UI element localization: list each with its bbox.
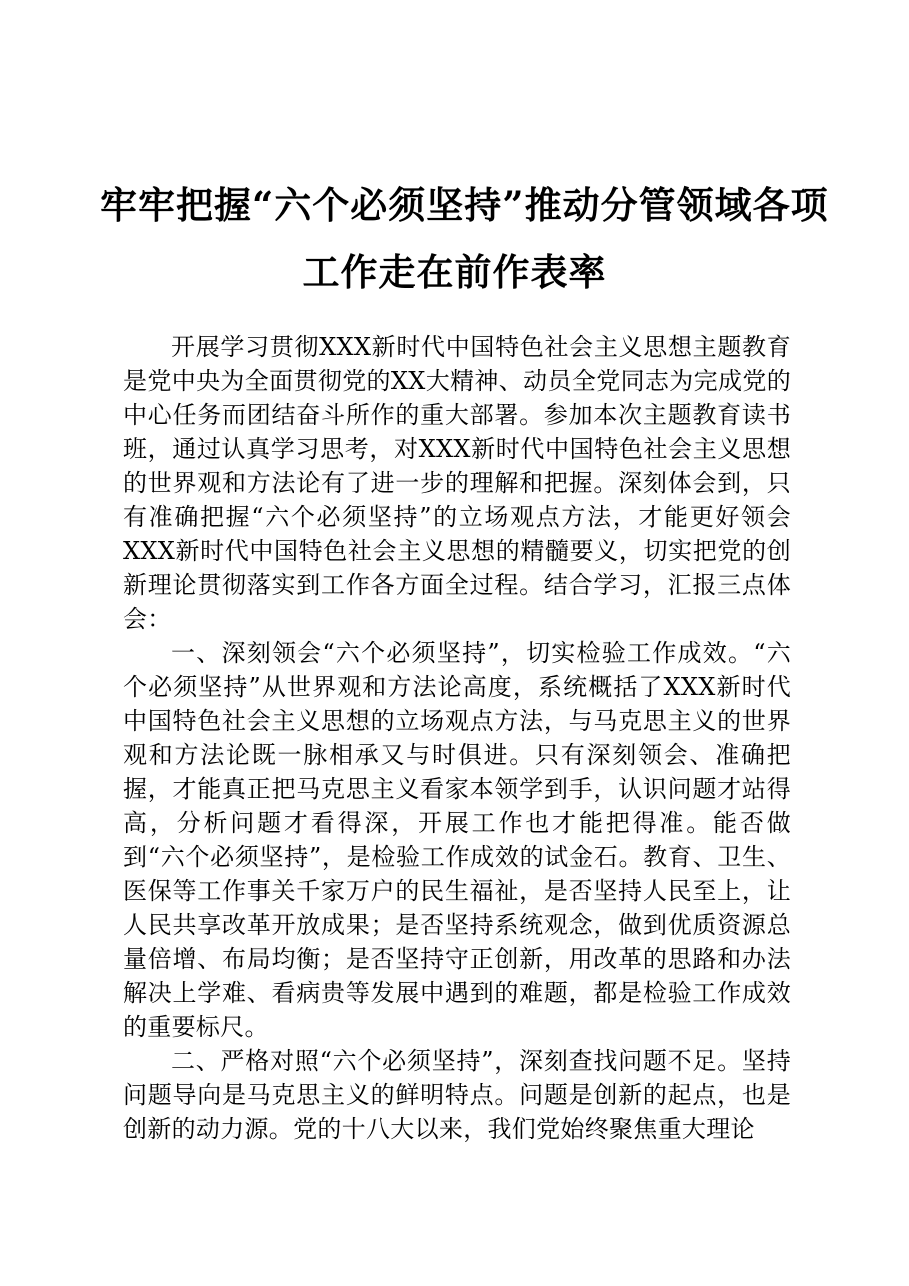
document-title-line-2: 工作走在前作表率 — [302, 250, 607, 294]
paragraph-point-one: 一、深刻领会“六个必须坚持”，切实检验工作成效。“六个必须坚持”从世界观和方法论高度，系统概括了XXX新时代中国特色社会主义思想的立场观点方法，与马克思主义的世界观和方法论既一脉相承又与时俱进。只有深刻领会、准确把握，才能真正把马克思主义看家本领学到手，认识问题才站得高，分析问题才看得深，开展工作也才能把得准。能否做到“六个必须坚持”，是检验工作成效的试金石。教育、卫生、医保等工作事关千家万户的民生福祉，是否坚持人民至上，让人民共享改革开放成果；是否坚持系统观念，做到优质资源总量倍增、布局均衡；是否坚持守正创新，用改革的思路和办法解决上学难、看病贵等发展中遇到的难题，都是检验工作成效的重要标尺。 — [123, 639, 791, 1041]
document-body — [123, 330, 791, 1146]
document-title-line-1: 牢牢把握“六个必须坚持”推动分管领域各项 — [100, 183, 829, 227]
paragraph-intro: 开展学习贯彻XXX新时代中国特色社会主义思想主题教育是党中央为全面贯彻党的XX大精神、动员全党同志为完成党的中心任务而团结奋斗所作的重大部署。参加本次主题教育读书班，通过认真学习思考，对XXX新时代中国特色社会主义思想的世界观和方法论有了进一步的理解和把握。深刻体会到，只有准确把握“六个必须坚持”的立场观点方法，才能更好领会XXX新时代中国特色社会主义思想的精髓要义，切实把党的创新理论贯彻落实到工作各方面全过程。结合学习，汇报三点体会： — [123, 333, 791, 633]
paragraph-point-two: 二、严格对照“六个必须坚持”，深刻查找问题不足。坚持问题导向是马克思主义的鲜明特点。问题是创新的起点，也是创新的动力源。党的十八大以来，我们党始终聚焦重大理论 — [123, 1047, 791, 1143]
